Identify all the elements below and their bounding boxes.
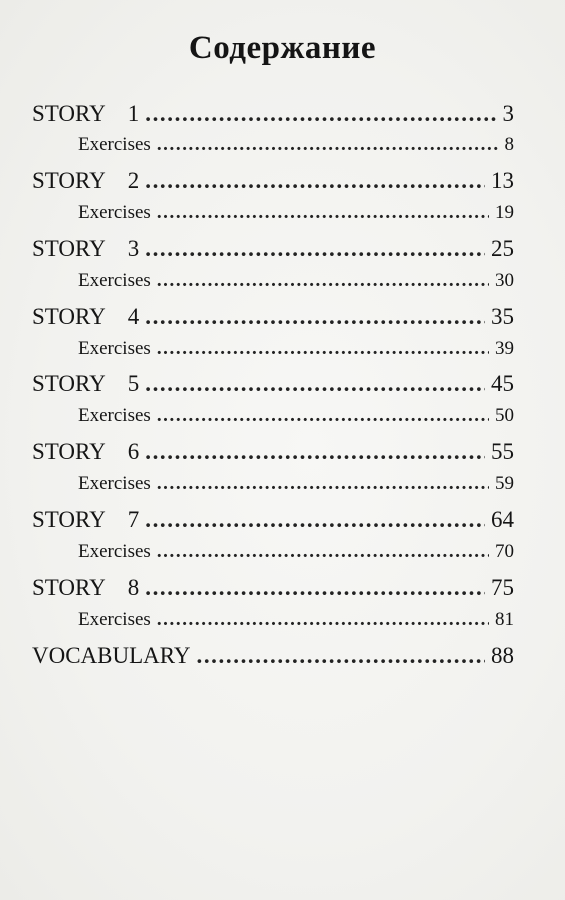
toc-entry-exercises-8[interactable] xyxy=(78,609,514,631)
toc-entry-label: STORY 1 xyxy=(32,101,140,126)
toc-entry-label: STORY 3 xyxy=(32,236,140,261)
toc-entry-story-8[interactable] xyxy=(32,575,514,601)
dot-leader xyxy=(145,507,485,533)
dot-leader xyxy=(157,473,489,495)
dot-leader xyxy=(157,405,489,427)
dot-leader xyxy=(145,575,485,601)
dot-leader xyxy=(145,439,485,465)
toc-entry-label: Exercises xyxy=(78,541,151,562)
toc-entry-label: VOCABULARY xyxy=(32,643,191,668)
story-number: 6 xyxy=(127,439,140,464)
toc-entry-story-4[interactable] xyxy=(32,304,514,330)
toc-entry-label: STORY 6 xyxy=(32,439,140,464)
dot-leader xyxy=(145,168,485,194)
toc-page-number: 8 xyxy=(504,134,514,155)
toc-entry-label: Exercises xyxy=(78,202,151,223)
toc-page-number: 39 xyxy=(495,338,514,359)
toc-entry-story-7[interactable] xyxy=(32,507,514,533)
dot-leader xyxy=(157,541,489,563)
toc-page-number: 64 xyxy=(491,507,514,532)
dot-leader xyxy=(145,371,485,397)
dot-leader xyxy=(157,609,489,631)
toc-entry-label: Exercises xyxy=(78,473,151,494)
story-number: 4 xyxy=(127,304,140,329)
toc-page-number: 45 xyxy=(491,371,514,396)
toc-entry-label: Exercises xyxy=(78,405,151,426)
toc-entry-exercises-3[interactable] xyxy=(78,270,514,292)
story-number: 2 xyxy=(127,168,140,193)
toc-entry-vocabulary[interactable] xyxy=(32,643,514,669)
dot-leader xyxy=(157,202,489,224)
toc-entry-label: Exercises xyxy=(78,270,151,291)
toc-entry-exercises-7[interactable] xyxy=(78,541,514,563)
toc-page-number: 81 xyxy=(495,609,514,630)
dot-leader xyxy=(145,304,485,330)
story-number: 7 xyxy=(127,507,140,532)
toc-entry-label: Exercises xyxy=(78,338,151,359)
dot-leader xyxy=(196,643,485,669)
toc-entry-label: STORY 2 xyxy=(32,168,140,193)
toc-entry-label: Exercises xyxy=(78,609,151,630)
toc-entry-story-3[interactable] xyxy=(32,236,514,262)
toc-page-number: 88 xyxy=(491,643,514,668)
toc-entry-exercises-2[interactable] xyxy=(78,202,514,224)
toc-entry-label: STORY 5 xyxy=(32,371,140,396)
toc-entry-label: STORY 7 xyxy=(32,507,140,532)
page-title: Содержание xyxy=(188,30,377,66)
story-number: 5 xyxy=(127,371,140,396)
toc-entry-label: Exercises xyxy=(78,134,151,155)
toc-page-number: 19 xyxy=(495,202,514,223)
toc-entry-story-5[interactable] xyxy=(32,371,514,397)
toc-entry-story-1[interactable] xyxy=(32,101,514,127)
dot-leader xyxy=(157,338,489,360)
dot-leader xyxy=(157,134,499,156)
toc-entry-story-2[interactable] xyxy=(32,168,514,194)
toc-page-number: 25 xyxy=(491,236,514,261)
toc-page-number: 35 xyxy=(491,304,514,329)
toc-entry-story-6[interactable] xyxy=(32,439,514,465)
toc-page-number: 59 xyxy=(495,473,514,494)
toc-entry-exercises-6[interactable] xyxy=(78,473,514,495)
toc-page-number: 3 xyxy=(502,101,514,126)
toc-page-number: 50 xyxy=(495,405,514,426)
toc-page-number: 75 xyxy=(491,575,514,600)
toc-entry-exercises-4[interactable] xyxy=(78,338,514,360)
toc-entry-exercises-1[interactable] xyxy=(78,134,514,156)
toc-entry-exercises-5[interactable] xyxy=(78,405,514,427)
dot-leader xyxy=(145,101,496,127)
story-number: 3 xyxy=(127,236,140,261)
story-number: 1 xyxy=(127,101,140,126)
toc-page-number: 30 xyxy=(495,270,514,291)
dot-leader xyxy=(145,236,485,262)
story-number: 8 xyxy=(127,575,140,600)
toc-entry-label: STORY 4 xyxy=(32,304,140,329)
toc-page-number: 55 xyxy=(491,439,514,464)
toc-page-number: 70 xyxy=(495,541,514,562)
toc-entry-label: STORY 8 xyxy=(32,575,140,600)
toc-page-number: 13 xyxy=(491,168,514,193)
dot-leader xyxy=(157,270,489,292)
